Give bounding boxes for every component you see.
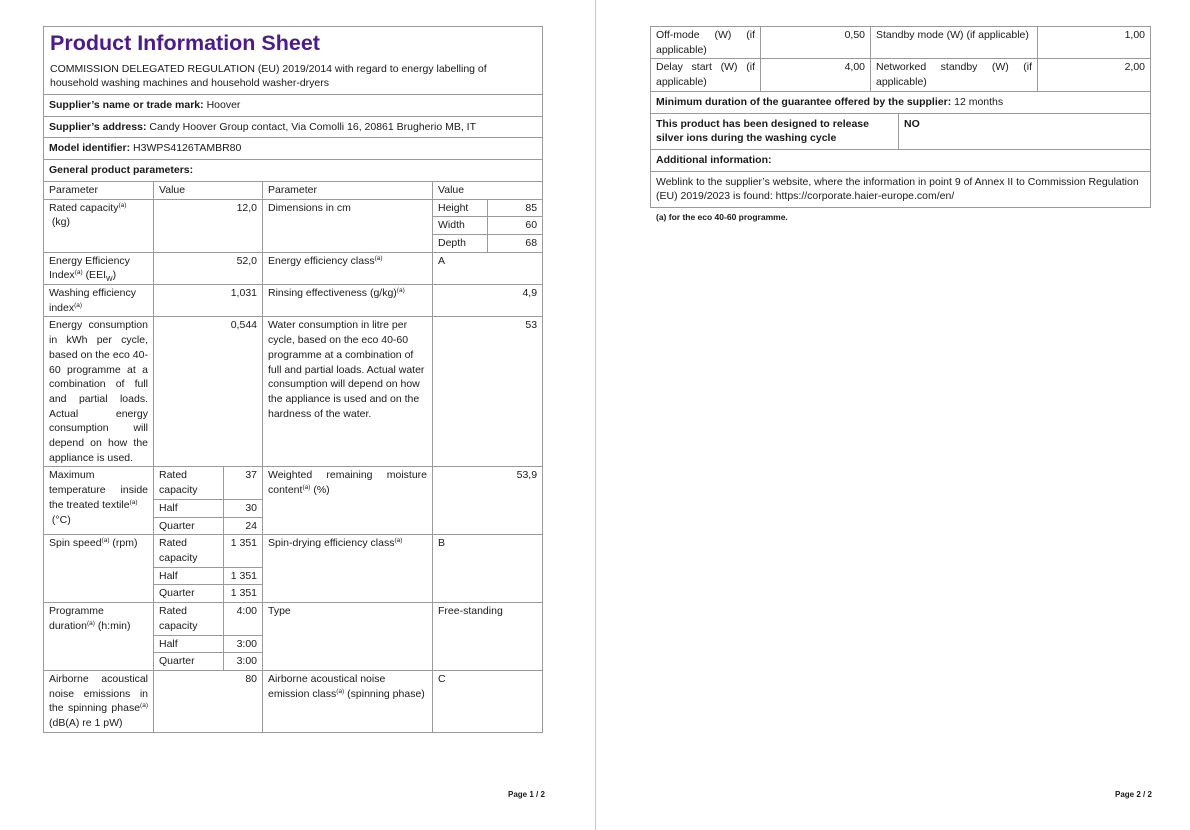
- moisture-label: Weighted remaining moisture content$^{(a)}$ (%): [263, 467, 433, 535]
- delay-start-label: Delay start (W) (if applicable): [651, 59, 761, 91]
- moisture-value: 53,9: [433, 467, 543, 535]
- water-consumption-value: 53: [433, 317, 543, 467]
- max-temp-half-label: Half: [154, 500, 224, 517]
- rated-capacity-label: Rated capacity$^{(a)}$ (kg): [44, 199, 154, 252]
- max-temp-label: Maximum temperature inside the treated textile$^{(a)}$ (°C): [44, 467, 154, 535]
- model-label: Model identifier:: [49, 142, 131, 155]
- page-title: Product Information Sheet: [50, 31, 320, 55]
- max-temp-rated-value: 37: [245, 469, 257, 482]
- prog-rated-value: 4:00: [236, 605, 257, 618]
- weblink-text: Weblink to the supplier’s website, where the information in point 9 of Annex II to Commission Regulation (EU) 2019/2023 is found:: [656, 175, 1139, 203]
- energy-consumption-value: 0,544: [154, 317, 263, 467]
- page-1: [43, 26, 542, 733]
- spin-speed-label: Spin speed$^{(a)}$ (rpm): [44, 535, 154, 603]
- guarantee-table: [650, 91, 1151, 208]
- spin-half-value: 1 351: [230, 569, 257, 582]
- depth-value: 68: [488, 234, 543, 252]
- col-header-parameter-2: Parameter: [263, 181, 433, 199]
- off-mode-label: Off-mode (W) (if applicable): [651, 27, 761, 59]
- prog-quarter-value: 3:00: [236, 655, 257, 668]
- washing-eff-label: Washing efficiency index$^{(a)}$: [44, 285, 154, 317]
- standby-value: 1,00: [1038, 27, 1151, 59]
- spin-quarter-value: 1 351: [230, 587, 257, 600]
- supplier-address: Candy Hoover Group contact, Via Comolli 16, 20861 Brugherio MB, IT: [149, 120, 477, 133]
- water-consumption-label: Water consumption in litre per cycle, based on the eco 40-60 programme at a combination of full and partial loads. Actual water consumption will depend on how the appliance is used and on the hardness of the water.: [263, 317, 433, 467]
- col-header-value: Value: [154, 181, 263, 199]
- washing-eff-value: 1,031: [154, 285, 263, 317]
- prog-rated-label: Rated capacity: [154, 603, 224, 634]
- guarantee-value: 12 months: [954, 95, 1004, 108]
- noise-class-value: C: [433, 670, 543, 732]
- general-params-label: General product parameters:: [49, 164, 194, 177]
- width-value: 60: [488, 217, 543, 235]
- page-divider: [595, 0, 596, 830]
- supplier-address-label: Supplier’s address:: [49, 120, 147, 133]
- width-label: Width: [433, 217, 488, 235]
- spin-rated-value: 1 351: [230, 537, 257, 550]
- networked-standby-label: Networked standby (W) (if applicable): [871, 59, 1038, 91]
- spin-rated-label: Rated capacity: [154, 535, 224, 566]
- prog-half-label: Half: [154, 636, 224, 653]
- height-value: 85: [488, 199, 543, 217]
- eei-value: 52,0: [154, 252, 263, 284]
- energy-class-label: Energy efficiency class$^{(a)}$: [263, 252, 433, 284]
- power-table: [650, 26, 1151, 92]
- spin-half-label: Half: [154, 568, 224, 585]
- energy-class-value: A: [433, 252, 543, 284]
- spin-class-label: Spin-drying efficiency class$^{(a)}$: [263, 535, 433, 603]
- additional-info-label: Additional information:: [651, 149, 1151, 171]
- energy-consumption-label: Energy consumption in kWh per cycle, based on the eco 40-60 programme at a combination of full and partial loads. Actual energy consumption will depend on how the appliance is used.: [44, 317, 154, 467]
- col-header-value-2: Value: [433, 181, 543, 199]
- silver-ions-value: NO: [899, 113, 1151, 149]
- page-number-2: Page 2 / 2: [1115, 790, 1152, 799]
- rated-capacity-value: 12,0: [154, 199, 263, 252]
- max-temp-quarter-label: Quarter: [154, 518, 224, 535]
- dimensions-label: Dimensions in cm: [263, 199, 433, 252]
- max-temp-half-value: 30: [245, 501, 257, 514]
- type-label: Type: [263, 603, 433, 671]
- supplier-name-label: Supplier’s name or trade mark:: [49, 99, 204, 111]
- programme-duration-label: Programme duration$^{(a)}$ (h:min): [44, 603, 154, 671]
- prog-half-value: 3:00: [236, 637, 257, 650]
- page-number-1: Page 1 / 2: [508, 790, 545, 799]
- noise-class-label: Airborne acoustical noise emission class$^{(a)}$ (spinning phase): [263, 670, 433, 732]
- silver-ions-label: This product has been designed to release silver ions during the washing cycle: [651, 113, 899, 149]
- weblink-url[interactable]: https://corporate.haier-europe.com/en/: [775, 190, 955, 203]
- rinsing-value: 4,9: [433, 285, 543, 317]
- noise-label: Airborne acoustical noise emissions in the spinning phase$^{(a)}$ (dB(A) re 1 pW): [44, 670, 154, 732]
- spin-quarter-label: Quarter: [154, 585, 224, 602]
- standby-label: Standby mode (W) (if applicable): [871, 27, 1038, 59]
- off-mode-value: 0,50: [761, 27, 871, 59]
- eei-label: Energy Efficiency Index$^{(a)}$ $(EEI_W)$: [44, 252, 154, 284]
- networked-standby-value: 2,00: [1038, 59, 1151, 91]
- model-identifier: H3WPS4126TAMBR80: [133, 142, 242, 155]
- guarantee-label: Minimum duration of the guarantee offered by the supplier:: [656, 95, 952, 108]
- page-2: [650, 26, 1150, 222]
- prog-quarter-label: Quarter: [154, 653, 224, 670]
- delay-start-value: 4,00: [761, 59, 871, 91]
- product-info-table: [43, 26, 543, 733]
- spin-class-value: B: [433, 535, 543, 603]
- max-temp-quarter-value: 24: [245, 519, 257, 532]
- height-label: Height: [433, 199, 488, 217]
- type-value: Free-standing: [433, 603, 543, 671]
- supplier-name: Hoover: [206, 99, 241, 111]
- depth-label: Depth: [433, 234, 488, 252]
- noise-value: 80: [154, 670, 263, 732]
- footnote: (a) for the eco 40-60 programme.: [656, 212, 788, 223]
- rinsing-label: Rinsing effectiveness $(g/kg)^{(a)}$: [263, 285, 433, 317]
- regulation-text: COMMISSION DELEGATED REGULATION (EU) 2019/2014 with regard to energy labelling of household washing machines and household washer-dryers: [50, 63, 487, 89]
- max-temp-rated-label: Rated capacity: [154, 467, 224, 498]
- col-header-parameter: Parameter: [44, 181, 154, 199]
